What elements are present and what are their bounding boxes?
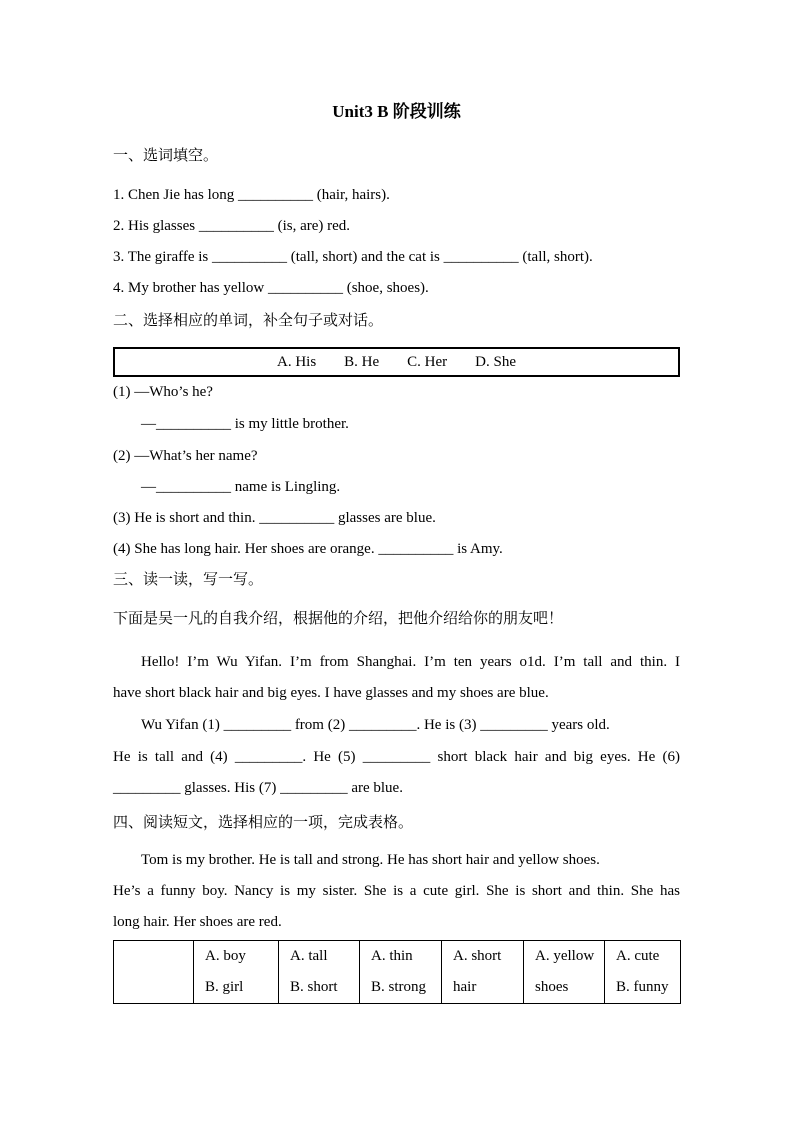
fill-word-item-2: 2. His glasses __________ (is, are) red. [113,218,351,234]
table-cell-label [114,941,194,1004]
word-bank-option-c: C. Her [407,353,448,370]
table-cell-tall-short [279,941,360,1004]
table-row [114,941,681,1004]
table-cell-yellow-shoes [524,941,605,1004]
cell-text [114,972,193,1003]
section3-intro: 下面是吴一凡的自我介绍，根据他的介绍，把他介绍给你的朋友吧！ [113,611,564,627]
word-bank-option-d: D. She [475,353,516,370]
table-cell-short-hair [442,941,524,1004]
cell-text: A. tall [290,948,328,964]
fill-word-item-1: 1. Chen Jie has long __________ (hair, hairs). [113,187,390,203]
reading-paragraph-line-3: long hair. Her shoes are red. [113,914,282,930]
intro-paragraph-line-1: Hello! I’m Wu Yifan. I’m from Shanghai. I’m ten years o1d. I’m tall and thin. I [141,654,680,670]
cell-text [114,941,193,972]
dialog-question-2: (2) —What’s her name? [113,448,258,464]
cell-text: A. yellow [535,948,595,964]
cell-text: A. thin [371,948,413,964]
cell-text: shoes [535,979,569,995]
table-cell-boy-girl [194,941,279,1004]
section2-heading: 二、选择相应的单词，补全句子或对话。 [113,313,384,329]
cell-text: A. boy [205,948,246,964]
table-cell-thin-strong [360,941,442,1004]
reading-paragraph-line-2: He’s a funny boy. Nancy is my sister. She is a cute girl. She is short and thin. She has [113,883,680,899]
cell-text: B. funny [616,979,669,995]
word-bank-box [113,347,680,377]
cell-text: B. short [290,979,338,995]
dialog-question-1: (1) —Who’s he? [113,384,213,400]
fill-paragraph-line-1: Wu Yifan (1) _________ from (2) _________. He is (3) _________ years old. [141,717,610,733]
fill-paragraph-line-2: He is tall and (4) _________. He (5) _________ short black hair and big eyes. He (6) [113,749,680,765]
section3-heading: 三、读一读，写一写。 [113,572,264,588]
choice-table [113,940,681,1004]
cell-text: A. short [453,948,502,964]
intro-paragraph-line-2: have short black hair and big eyes. I have glasses and my shoes are blue. [113,685,549,701]
reading-paragraph-line-1: Tom is my brother. He is tall and strong. He has short hair and yellow shoes. [141,852,600,868]
page-title: Unit3 B 阶段训练 [332,102,461,121]
sentence-item-4: (4) She has long hair. Her shoes are orange. __________ is Amy. [113,541,503,557]
dialog-answer-2: —__________ name is Lingling. [141,479,341,495]
fill-paragraph-line-3: _________ glasses. His (7) _________ are blue. [113,780,403,796]
cell-text: A. cute [616,948,660,964]
section1-heading: 一、选词填空。 [113,148,219,164]
fill-word-item-3: 3. The giraffe is __________ (tall, short) and the cat is __________ (tall, short). [113,249,593,265]
word-bank-option-b: B. He [344,353,380,370]
cell-text: B. girl [205,979,244,995]
fill-word-item-4: 4. My brother has yellow __________ (shoe, shoes). [113,280,429,296]
sentence-item-3: (3) He is short and thin. __________ glasses are blue. [113,510,436,526]
section4-heading: 四、阅读短文，选择相应的一项，完成表格。 [113,815,414,831]
word-bank-option-a: A. His [276,353,317,370]
table-cell-cute-funny [605,941,681,1004]
cell-text: hair [453,979,477,995]
cell-text: B. strong [371,979,427,995]
dialog-answer-1: —__________ is my little brother. [141,416,349,432]
